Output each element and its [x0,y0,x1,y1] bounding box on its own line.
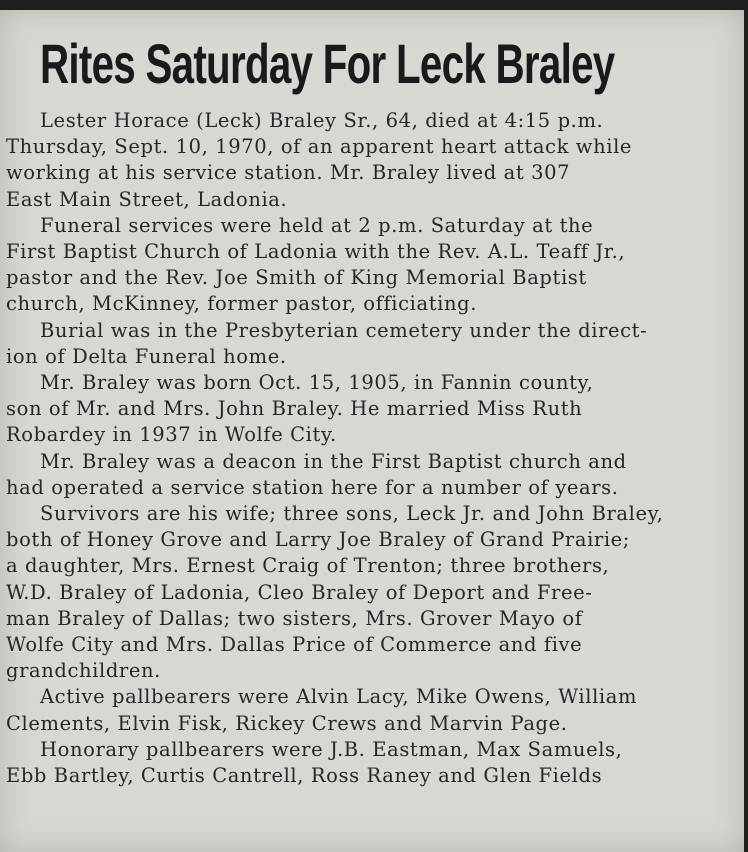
article-line: grandchildren. [6,659,161,683]
article-line: church, McKinney, former pastor, officiating. [6,292,478,316]
article-line: Robardey in 1937 in Wolfe City. [6,423,337,447]
article-line: Ebb Bartley, Curtis Cantrell, Ross Raney and Glen Fields [6,764,603,788]
article-line: a daughter, Mrs. Ernest Craig of Trenton; three brothers, [6,554,610,578]
article-line: Survivors are his wife; three sons, Leck Jr. and John Braley, [40,502,664,526]
headline: Rites Saturday For Leck Braley [40,32,615,95]
article-line: had operated a service station here for a number of years. [6,475,619,499]
article-line: Thursday, Sept. 10, 1970, of an apparent heart attack while [6,135,633,159]
article-body [6,108,744,789]
article-line: Lester Horace (Leck) Braley Sr., 64, died at 4:15 p.m. [40,109,604,132]
article-line: Mr. Braley was a deacon in the First Baptist church and [40,449,627,473]
article-line: Active pallbearers were Alvin Lacy, Mike Owens, William [40,685,638,709]
article-line: working at his service station. Mr. Braley lived at 307 [6,161,571,185]
article-line: First Baptist Church of Ladonia with the Rev. A.L. Teaff Jr., [6,240,626,264]
article-line: Burial was in the Presbyterian cemetery under the direct- [40,318,648,342]
article-line: Clements, Elvin Fisk, Rickey Crews and Marvin Page. [6,711,568,735]
article-line: East Main Street, Ladonia. [6,187,288,211]
article-line: Mr. Braley was born Oct. 15, 1905, in Fannin county, [40,371,594,395]
newspaper-clipping [0,10,744,852]
article-line: Funeral services were held at 2 p.m. Saturday at the [40,213,594,237]
article-line: ion of Delta Funeral home. [6,344,287,368]
article-line: pastor and the Rev. Joe Smith of King Memorial Baptist [6,266,587,290]
article-line: Wolfe City and Mrs. Dallas Price of Commerce and five [6,633,583,657]
article-line: W.D. Braley of Ladonia, Cleo Braley of Deport and Free- [6,580,593,604]
article-line: man Braley of Dallas; two sisters, Mrs. Grover Mayo of [6,606,583,630]
article-line: son of Mr. and Mrs. John Braley. He married Miss Ruth [6,397,583,421]
article-line: both of Honey Grove and Larry Joe Braley of Grand Prairie; [6,528,630,552]
article-line: Honorary pallbearers were J.B. Eastman, Max Samuels, [40,737,623,761]
